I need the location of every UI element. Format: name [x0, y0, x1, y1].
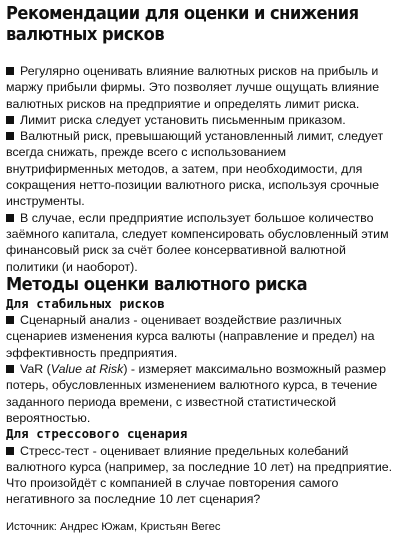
- square-bullet-icon: [6, 316, 14, 324]
- recommendation-text: Валютный риск, превышающий установленный лимит, следует всегда снижать, прежде всего с использованием внутрифирменных методов, а затем, при необходимости, для сокращения нетто-позиции валютного риска, используя срочные инструменты.: [6, 129, 384, 209]
- square-bullet-icon: [6, 67, 14, 75]
- source-credit: Источник: Андрес Южам, Кристьян Вегес: [6, 520, 221, 533]
- recommendation-item: [6, 63, 394, 112]
- method-text: Сценарный анализ - оценивает воздействие различных сценариев изменения курса валюты (направление и предел) на эффективность предприятия.: [6, 313, 375, 360]
- var-description: ) - измеряет максимально возможный размер потерь, обусловленных изменением валютного курса, в течение заданного периода времени, с известной статистической вероятностью.: [6, 362, 387, 425]
- method-text: Стресс-тест - оценивает влияние предельных колебаний валютного курса (например, за последние 10 лет) на предприятие. Что произойдёт с компанией в случае повторения самого негативного за последние 10 лет сценария?: [6, 443, 393, 507]
- recommendation-item: [6, 128, 394, 209]
- method-item-scenario: [6, 312, 394, 361]
- square-bullet-icon: [6, 214, 14, 222]
- methods-heading: Методы оценки валютного риска: [6, 274, 308, 295]
- recommendation-text: В случае, если предприятие использует большое количество заёмного капитала, следует компенсировать обусловленный этим финансовый риск за счёт более консервативной валютной политики (и наоборот).: [6, 210, 389, 274]
- square-bullet-icon: [6, 116, 14, 124]
- square-bullet-icon: [6, 447, 14, 455]
- stable-risks-subheading: Для стабильных рисков: [6, 295, 165, 311]
- var-label: VaR (: [20, 362, 51, 377]
- method-item-stress: [6, 443, 394, 508]
- recommendation-text: Регулярно оценивать влияние валютных рисков на прибыль и маржу прибыли фирмы. Это позволяет лучше ощущать влияние валютных рисков на предприятие и определять лимит риска.: [6, 64, 380, 111]
- recommendation-item: [6, 210, 394, 275]
- recommendation-text: Лимит риска следует установить письменным приказом.: [20, 112, 346, 127]
- stress-scenario-subheading: Для стрессового сценария: [6, 426, 188, 442]
- page-title: Рекомендации для оценки и снижения валютных рисков: [6, 4, 359, 45]
- var-italic-term: Value at Risk: [50, 362, 124, 377]
- method-item-var: [6, 361, 394, 426]
- square-bullet-icon: [6, 132, 14, 140]
- square-bullet-icon: [6, 365, 14, 373]
- article: [6, 4, 394, 534]
- recommendation-item: [6, 112, 394, 128]
